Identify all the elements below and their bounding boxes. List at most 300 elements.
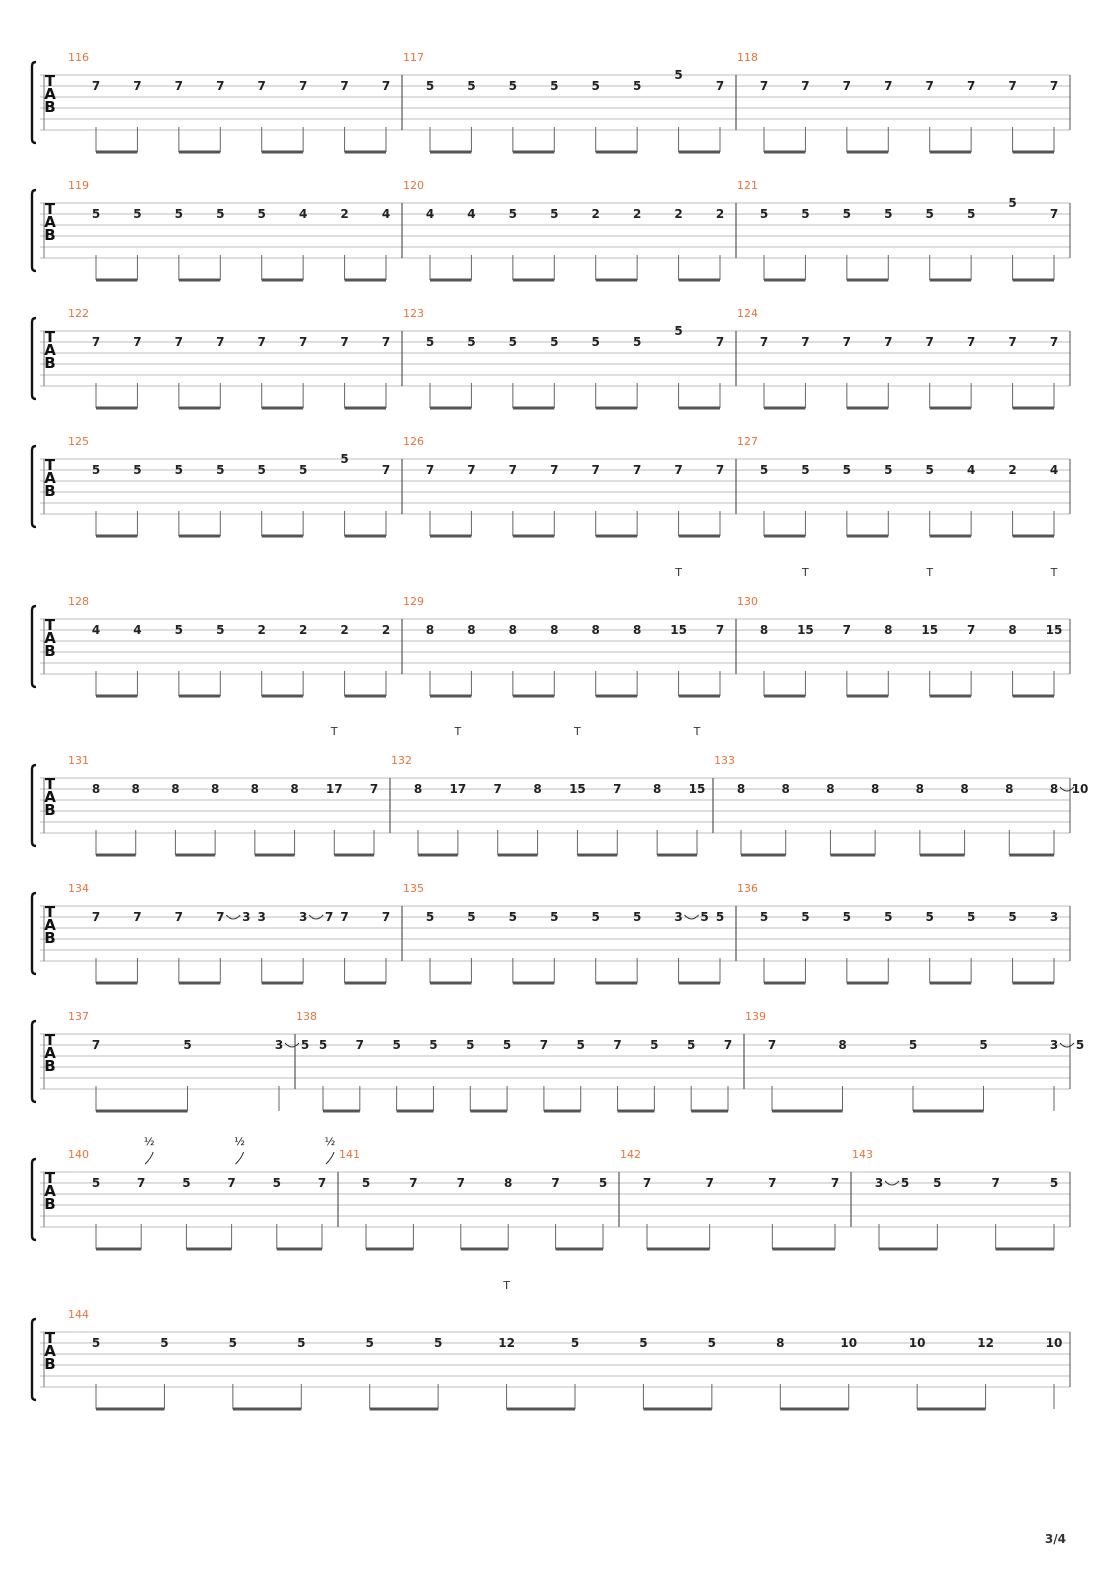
fret-number: 7 (767, 1038, 777, 1052)
fret-number: 5 (598, 1176, 608, 1190)
fret-number: 8 (1005, 782, 1014, 796)
fret-number: 7 (340, 910, 349, 924)
fret-number: 7 (613, 782, 622, 796)
fret-number: 7 (381, 335, 391, 349)
fret-number: 7 (1008, 335, 1017, 349)
fret-number: 5 (133, 463, 142, 477)
fret-number: 4 (966, 463, 976, 477)
bar-number: 125 (68, 435, 89, 448)
tab-clef-letter: T (44, 72, 56, 90)
fret-number: 8 (508, 623, 518, 637)
bar-number: 142 (620, 1148, 641, 1161)
bend-amount: ½ (143, 1135, 155, 1148)
tab-clef-letter: B (44, 1195, 56, 1213)
fret-number: 5 (550, 335, 559, 349)
bar-number: 123 (403, 307, 424, 320)
bend-amount: ½ (234, 1135, 245, 1148)
tab-clef-letter: A (44, 213, 56, 231)
fret-number: 15 (569, 782, 586, 796)
fret-number: 7 (966, 79, 976, 93)
tap-marker: T (454, 725, 462, 738)
fret-number: 4 (1049, 463, 1059, 477)
bend-amount: ½ (324, 1135, 336, 1148)
fret-number: 7 (174, 335, 184, 349)
fret-number: 7 (715, 623, 725, 637)
fret-number: 2 (257, 623, 266, 637)
fret-number: 7 (966, 623, 976, 637)
tab-clef-letter: T (44, 200, 56, 218)
fret-number: 5 (801, 463, 810, 477)
bar-number: 122 (68, 307, 89, 320)
fret-number: 7 (298, 79, 308, 93)
system-bracket (32, 190, 36, 271)
tab-system (32, 1135, 1070, 1249)
tab-system (32, 1279, 1070, 1409)
tab-clef-letter: A (44, 469, 56, 487)
fret-number: 5 (429, 1038, 438, 1052)
fret-number: 5 (550, 910, 559, 924)
fret-number: 5 (425, 335, 435, 349)
bar-number: 136 (737, 882, 758, 895)
tap-marker: T (1050, 566, 1058, 579)
fret-number: 7 (715, 463, 725, 477)
page-number: 3/4 (1044, 1532, 1066, 1546)
fret-number: 3 (242, 910, 251, 924)
fret-number: 5 (715, 910, 725, 924)
bar-number: 129 (403, 595, 424, 608)
tab-system (32, 882, 1070, 983)
tap-marker: T (503, 1279, 510, 1292)
fret-number: 5 (925, 910, 934, 924)
tab-clef-letter: T (44, 456, 56, 474)
fret-number: 7 (317, 1176, 327, 1190)
fret-number: 7 (355, 1038, 364, 1052)
fret-number: 5 (979, 1038, 988, 1052)
fret-number: 7 (216, 79, 225, 93)
fret-number: 7 (768, 1176, 777, 1190)
fret-number: 7 (842, 623, 852, 637)
fret-number: 5 (632, 910, 642, 924)
fret-number: 5 (576, 1038, 585, 1052)
fret-number: 7 (381, 910, 391, 924)
fret-number: 7 (227, 1176, 236, 1190)
fret-number: 7 (705, 1176, 714, 1190)
fret-number: 3 (874, 1176, 884, 1190)
fret-number: 2 (674, 207, 683, 221)
fret-number: 5 (508, 335, 518, 349)
fret-number: 5 (133, 207, 142, 221)
fret-number: 2 (340, 623, 349, 637)
fret-number: 5 (392, 1038, 401, 1052)
fret-number: 7 (409, 1176, 418, 1190)
fret-number: 8 (736, 782, 746, 796)
fret-number: 5 (1075, 1038, 1085, 1052)
bend-arrow (236, 1152, 244, 1164)
system-bracket (32, 606, 36, 687)
fret-number: 8 (425, 623, 435, 637)
fret-number: 8 (533, 782, 542, 796)
fret-number: 5 (272, 1176, 281, 1190)
fret-number: 5 (300, 1038, 310, 1052)
fret-number: 5 (91, 1176, 101, 1190)
fret-number: 17 (449, 782, 467, 796)
tab-system (32, 1010, 1084, 1111)
fret-number: 5 (674, 324, 683, 338)
fret-number: 7 (551, 1176, 560, 1190)
fret-number: 5 (925, 207, 934, 221)
fret-number: 7 (340, 79, 349, 93)
fret-number: 5 (433, 1336, 443, 1350)
fret-number: 2 (715, 207, 725, 221)
bar-number: 118 (737, 51, 758, 64)
fret-number: 2 (1008, 463, 1017, 477)
fret-number: 15 (797, 623, 814, 637)
fret-number: 5 (318, 1038, 328, 1052)
tab-clef-letter: A (44, 788, 56, 806)
fret-number: 5 (591, 910, 600, 924)
bar-number: 132 (391, 754, 412, 767)
fret-number: 7 (991, 1176, 1000, 1190)
fret-number: 15 (921, 623, 939, 637)
fret-number: 5 (933, 1176, 942, 1190)
fret-number: 8 (632, 623, 642, 637)
fret-number: 5 (183, 1038, 192, 1052)
tab-clef-letter: B (44, 354, 56, 372)
fret-number: 7 (759, 79, 769, 93)
bar-number: 126 (403, 435, 424, 448)
bend-arrow (326, 1152, 334, 1164)
fret-number: 5 (257, 463, 266, 477)
tab-clef-letter: A (44, 1182, 56, 1200)
fret-number: 5 (425, 910, 435, 924)
fret-number: 7 (591, 463, 600, 477)
fret-number: 7 (174, 79, 184, 93)
fret-number: 5 (550, 207, 559, 221)
fret-number: 3 (674, 910, 683, 924)
tab-clef-letter: T (44, 1329, 56, 1347)
fret-number: 7 (550, 463, 559, 477)
fret-number: 7 (925, 335, 934, 349)
fret-number: 7 (884, 79, 893, 93)
system-bracket (32, 446, 36, 527)
fret-number: 5 (91, 1336, 101, 1350)
fret-number: 5 (365, 1336, 374, 1350)
fret-number: 5 (216, 207, 225, 221)
tap-marker: T (330, 725, 338, 738)
fret-number: 8 (591, 623, 600, 637)
fret-number: 5 (467, 79, 476, 93)
fret-number: 5 (700, 910, 709, 924)
tab-clef-letter: A (44, 341, 56, 359)
fret-number: 8 (550, 623, 559, 637)
fret-number: 5 (801, 207, 810, 221)
system-bracket (32, 318, 36, 399)
fret-number: 7 (369, 782, 379, 796)
fret-number: 10 (908, 1336, 926, 1350)
system-bracket (32, 1159, 36, 1240)
system-bracket (32, 62, 36, 143)
fret-number: 3 (257, 910, 266, 924)
fret-number: 7 (1049, 207, 1059, 221)
fret-number: 5 (884, 463, 893, 477)
fret-number: 5 (182, 1176, 191, 1190)
tab-clef-letter: A (44, 629, 56, 647)
fret-number: 15 (1045, 623, 1063, 637)
fret-number: 2 (632, 207, 642, 221)
system-bracket (32, 765, 36, 846)
bend-arrow (145, 1152, 153, 1164)
fret-number: 5 (467, 910, 476, 924)
fret-number: 7 (884, 335, 893, 349)
fret-number: 3 (298, 910, 308, 924)
fret-number: 5 (174, 463, 184, 477)
fret-number: 5 (1008, 910, 1017, 924)
fret-number: 8 (870, 782, 880, 796)
fret-number: 4 (467, 207, 476, 221)
fret-number: 7 (381, 79, 391, 93)
fret-number: 5 (650, 1038, 659, 1052)
fret-number: 7 (613, 1038, 622, 1052)
tab-clef-letter: T (44, 775, 56, 793)
fret-number: 7 (91, 910, 101, 924)
tab-system (32, 307, 1070, 408)
fret-number: 15 (688, 782, 706, 796)
fret-number: 8 (210, 782, 220, 796)
fret-number: 8 (290, 782, 299, 796)
bar-number: 124 (737, 307, 758, 320)
fret-number: 7 (715, 335, 725, 349)
fret-number: 5 (900, 1176, 910, 1190)
fret-number: 7 (381, 463, 391, 477)
fret-number: 7 (257, 335, 266, 349)
fret-number: 8 (960, 782, 969, 796)
fret-number: 5 (1049, 1176, 1059, 1190)
fret-number: 7 (456, 1176, 465, 1190)
bar-number: 131 (68, 754, 89, 767)
fret-number: 5 (632, 335, 642, 349)
fret-number: 8 (1049, 782, 1059, 796)
fret-number: 7 (1049, 335, 1059, 349)
fret-number: 5 (801, 910, 810, 924)
fret-number: 2 (591, 207, 600, 221)
bar-number: 139 (745, 1010, 766, 1023)
tab-clef-letter: B (44, 1355, 56, 1373)
fret-number: 8 (413, 782, 423, 796)
fret-number: 5 (759, 207, 769, 221)
fret-number: 5 (508, 207, 518, 221)
fret-number: 5 (966, 207, 976, 221)
system-bracket (32, 1021, 36, 1102)
fret-number: 8 (652, 782, 662, 796)
tap-marker: T (574, 725, 581, 738)
system-bracket (32, 1319, 36, 1400)
fret-number: 5 (91, 207, 101, 221)
fret-number: 7 (298, 335, 308, 349)
fret-number: 8 (171, 782, 180, 796)
fret-number: 4 (133, 623, 142, 637)
tab-clef-letter: T (44, 1031, 56, 1049)
fret-number: 7 (539, 1038, 549, 1052)
bar-number: 144 (68, 1308, 89, 1321)
fret-number: 2 (298, 623, 308, 637)
fret-number: 2 (381, 623, 391, 637)
fret-number: 7 (759, 335, 769, 349)
fret-number: 7 (1049, 79, 1059, 93)
fret-number: 7 (133, 335, 142, 349)
fret-number: 5 (550, 79, 559, 93)
fret-number: 5 (467, 335, 476, 349)
fret-number: 4 (425, 207, 435, 221)
fret-number: 5 (508, 79, 518, 93)
tab-system (32, 725, 1088, 855)
fret-number: 5 (340, 452, 349, 466)
fret-number: 7 (324, 910, 334, 924)
fret-number: 8 (838, 1038, 847, 1052)
fret-number: 5 (216, 623, 225, 637)
fret-number: 15 (670, 623, 687, 637)
fret-number: 7 (966, 335, 976, 349)
bar-number: 130 (737, 595, 758, 608)
fret-number: 5 (759, 910, 769, 924)
fret-number: 4 (91, 623, 101, 637)
fret-number: 7 (642, 1176, 652, 1190)
fret-number: 7 (133, 79, 142, 93)
fret-number: 5 (257, 207, 266, 221)
fret-number: 2 (340, 207, 349, 221)
fret-number: 12 (498, 1336, 515, 1350)
fret-number: 7 (674, 463, 683, 477)
fret-number: 5 (216, 463, 225, 477)
fret-number: 7 (174, 910, 184, 924)
bar-number: 143 (852, 1148, 873, 1161)
bar-number: 128 (68, 595, 89, 608)
bar-number: 137 (68, 1010, 89, 1023)
fret-number: 5 (1008, 196, 1017, 210)
fret-number: 7 (216, 335, 225, 349)
tap-marker: T (675, 566, 682, 579)
fret-number: 5 (707, 1336, 717, 1350)
fret-number: 12 (977, 1336, 994, 1350)
fret-number: 5 (842, 207, 852, 221)
fret-number: 7 (137, 1176, 146, 1190)
fret-number: 7 (801, 335, 810, 349)
fret-number: 7 (425, 463, 435, 477)
fret-number: 5 (570, 1336, 580, 1350)
fret-number: 5 (466, 1038, 475, 1052)
fret-number: 8 (91, 782, 101, 796)
fret-number: 5 (297, 1336, 306, 1350)
fret-number: 7 (91, 335, 101, 349)
tab-system (32, 179, 1070, 280)
tab-clef-letter: T (44, 903, 56, 921)
fret-number: 5 (759, 463, 769, 477)
fret-number: 7 (842, 335, 852, 349)
fret-number: 5 (884, 910, 893, 924)
fret-number: 4 (381, 207, 391, 221)
fret-number: 8 (250, 782, 260, 796)
tab-clef-letter: B (44, 98, 56, 116)
tab-clef-letter: T (44, 328, 56, 346)
tab-clef-letter: B (44, 482, 56, 500)
fret-number: 5 (842, 463, 852, 477)
bar-number: 121 (737, 179, 758, 192)
fret-number: 5 (639, 1336, 648, 1350)
bar-number: 138 (296, 1010, 317, 1023)
fret-number: 7 (493, 782, 502, 796)
fret-number: 7 (715, 79, 725, 93)
fret-number: 8 (1008, 623, 1017, 637)
fret-number: 7 (257, 79, 266, 93)
fret-number: 5 (591, 79, 600, 93)
fret-number: 5 (298, 463, 308, 477)
fret-number: 7 (91, 79, 101, 93)
bar-number: 119 (68, 179, 89, 192)
fret-number: 5 (925, 463, 934, 477)
fret-number: 4 (298, 207, 308, 221)
fret-number: 5 (687, 1038, 696, 1052)
fret-number: 7 (216, 910, 225, 924)
fret-number: 7 (91, 1038, 101, 1052)
tab-clef-letter: T (44, 1169, 56, 1187)
tab-clef-letter: A (44, 916, 56, 934)
fret-number: 7 (830, 1176, 840, 1190)
fret-number: 7 (340, 335, 349, 349)
fret-number: 7 (467, 463, 476, 477)
bar-number: 140 (68, 1148, 89, 1161)
fret-number: 5 (91, 463, 101, 477)
fret-number: 5 (674, 68, 683, 82)
fret-number: 10 (1045, 1336, 1063, 1350)
fret-number: 5 (842, 910, 852, 924)
fret-number: 7 (632, 463, 642, 477)
tab-system (32, 435, 1070, 536)
tab-clef-letter: A (44, 85, 56, 103)
fret-number: 17 (325, 782, 343, 796)
bar-number: 120 (403, 179, 424, 192)
fret-number: 7 (842, 79, 852, 93)
tab-clef-letter: T (44, 616, 56, 634)
fret-number: 5 (508, 910, 518, 924)
tab-clef-letter: A (44, 1044, 56, 1062)
fret-number: 5 (884, 207, 893, 221)
bar-number: 133 (714, 754, 735, 767)
tab-system (32, 51, 1070, 152)
bar-number: 127 (737, 435, 758, 448)
fret-number: 5 (361, 1176, 371, 1190)
fret-number: 7 (801, 79, 810, 93)
fret-number: 5 (174, 207, 184, 221)
fret-number: 3 (1049, 1038, 1059, 1052)
fret-number: 10 (840, 1336, 858, 1350)
fret-number: 5 (591, 335, 600, 349)
fret-number: 7 (508, 463, 518, 477)
fret-number: 5 (908, 1038, 918, 1052)
fret-number: 3 (274, 1038, 284, 1052)
fret-number: 5 (160, 1336, 169, 1350)
bar-number: 116 (68, 51, 89, 64)
tab-clef-letter: B (44, 642, 56, 660)
tab-clef-letter: A (44, 1342, 56, 1360)
fret-number: 8 (776, 1336, 785, 1350)
fret-number: 7 (723, 1038, 733, 1052)
fret-number: 7 (925, 79, 934, 93)
bar-number: 117 (403, 51, 424, 64)
tap-marker: T (802, 566, 809, 579)
fret-number: 8 (915, 782, 925, 796)
fret-number: 7 (1008, 79, 1017, 93)
fret-number: 8 (504, 1176, 513, 1190)
fret-number: 5 (502, 1038, 512, 1052)
